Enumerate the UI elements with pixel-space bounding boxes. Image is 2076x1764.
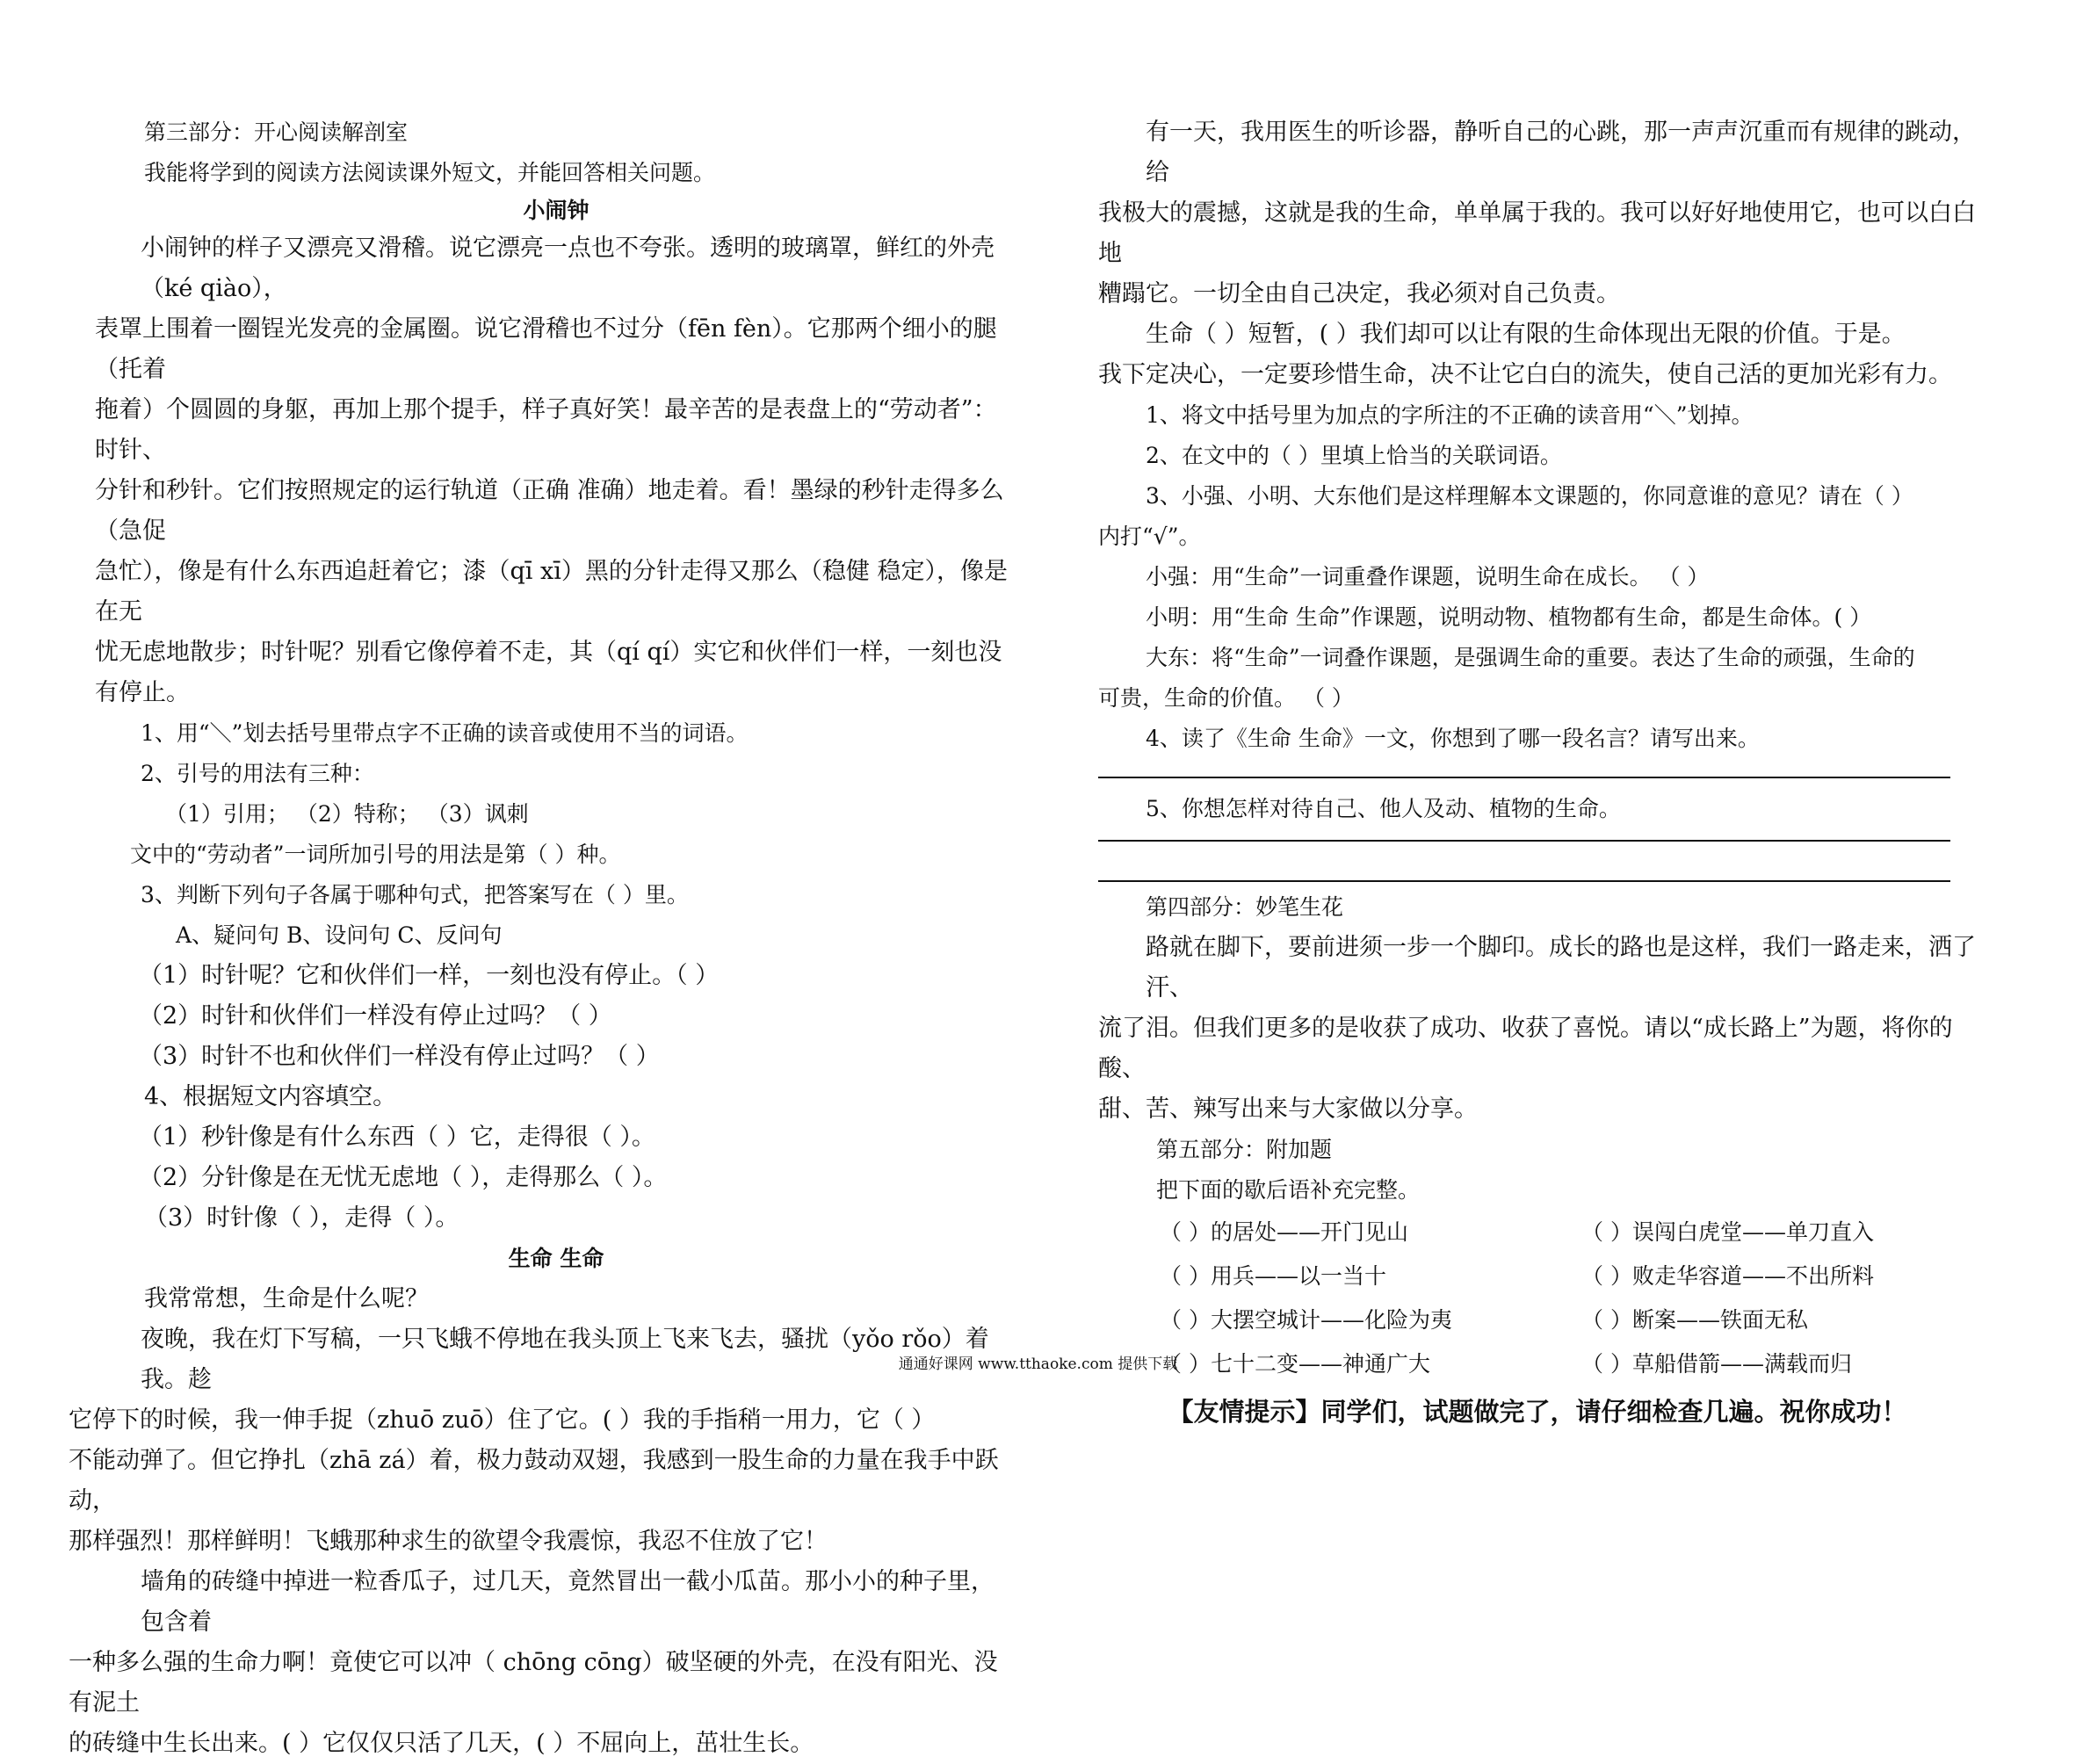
answer-line xyxy=(1098,777,1950,778)
story2-line: 我常常想，生命是什么呢？ xyxy=(144,1285,429,1312)
section3-intro: 我能将学到的阅读方法阅读课外短文，并能回答相关问题。 xyxy=(144,160,716,185)
story2-title: 生命 生命 xyxy=(508,1246,604,1271)
story2-cont-line: 生命（ ）短暂，( ）我们却可以让有限的生命体现出无限的价值。于是。 xyxy=(1146,321,1906,348)
question-2: 2、引号的用法有三种： xyxy=(141,761,374,786)
section4-line: 甜、苦、辣写出来与大家做以分享。 xyxy=(1098,1095,1478,1123)
story1-line: 忧无虑地散步；时针呢？别看它像停着不走，其（qí qí）实它和伙伴们一样，一刻也没有停止。 xyxy=(95,639,1002,706)
story2-line: 的砖缝中生长出来。( ）它仅仅只活了几天，( ）不屈向上，茁壮生长。 xyxy=(69,1730,814,1757)
right-question: 可贵，生命的价值。 （ ） xyxy=(1098,685,1354,711)
question-3-options: A、疑问句 B、设问句 C、反问句 xyxy=(176,922,503,948)
answer-line xyxy=(1098,880,1950,882)
section5-intro: 把下面的歇后语补充完整。 xyxy=(1156,1177,1421,1203)
xiehouyu-item: （ ）大摆空城计——化险为夷 xyxy=(1160,1307,1452,1333)
left-column xyxy=(69,112,1017,1764)
question-2-prompt: 文中的“劳动者”一词所加引号的用法是第（ ）种。 xyxy=(130,842,621,867)
story1-line: 分针和秒针。它们按照规定的运行轨道（正确 准确）地走着。看！墨绿的秒针走得多么（急促 xyxy=(95,477,1004,545)
section4-text xyxy=(1098,928,1977,1130)
friendly-tip: 【友情提示】同学们，试题做完了，请仔细检查几遍。祝你成功！ xyxy=(1168,1397,1907,1427)
xiehouyu-item: （ ）七十二变——神通广大 xyxy=(1160,1351,1430,1377)
story2-line: 它停下的时候，我一伸手捉（zhuō zuō）住了它。( ）我的手指稍一用力，它（ ） xyxy=(69,1406,936,1434)
question-3-item: （1）时针呢？它和伙伴们一样，一刻也没有停止。（ ） xyxy=(139,962,720,989)
story2-continued xyxy=(1098,112,1977,395)
question-4-item: （2）分针像是在无忧无虑地（ ），走得那么（ ）。 xyxy=(139,1164,668,1191)
question-4-item: （3）时针像（ ），走得（ ）。 xyxy=(144,1204,459,1232)
story2-line: 那样强烈！那样鲜明！飞蛾那种求生的欲望令我震惊，我忍不住放了它！ xyxy=(69,1528,828,1555)
story2-line: 墙角的砖缝中掉进一粒香瓜子，过几天，竟然冒出一截小瓜苗。那小小的种子里，包含着 xyxy=(141,1568,995,1636)
xiehouyu-item: （ ）败走华容道——不出所料 xyxy=(1581,1263,1874,1289)
story1-line: 拖着）个圆圆的身躯，再加上那个提手，样子真好笑！最辛苦的是表盘上的“劳动者”：时针、 xyxy=(95,396,997,464)
story1-line: 表罩上围着一圈锃光发亮的金属圈。说它滑稽也不过分（fēn fèn）。它那两个细小的腿（托着 xyxy=(95,315,997,383)
section5-title: 第五部分：附加题 xyxy=(1156,1137,1333,1162)
story2-line: 夜晚，我在灯下写稿，一只飞蛾不停地在我头顶上飞来飞去，骚扰（yǒo rǒo）着我。趁 xyxy=(141,1326,989,1393)
answer-line xyxy=(1098,840,1950,842)
story2-line: 不能动弹了。但它挣扎（zhā zá）着，极力鼓动双翅，我感到一股生命的力量在我手中跃动， xyxy=(69,1447,999,1515)
question-1: 1、用“＼”划去括号里带点字不正确的读音或使用不当的词语。 xyxy=(141,720,749,746)
question-3-item: （3）时针不也和伙伴们一样没有停止过吗？（ ） xyxy=(139,1043,660,1070)
footer-credit: 通通好课网 www.tthaoke.com 提供下载 xyxy=(898,1356,1178,1373)
story1-title: 小闹钟 xyxy=(523,198,590,223)
xiehouyu-item: （ ）误闯白虎堂——单刀直入 xyxy=(1581,1219,1874,1245)
right-question: 2、在文中的（ ）里填上恰当的关联词语。 xyxy=(1146,443,1562,468)
right-question: 小明：用“生命 生命”作课题，说明动物、植物都有生命，都是生命体。( ） xyxy=(1146,604,1872,630)
right-question: 内打“√”。 xyxy=(1098,524,1201,549)
section4-line: 流了泪。但我们更多的是收获了成功、收获了喜悦。请以“成长路上”为题，将你的酸、 xyxy=(1098,1015,1953,1082)
xiehouyu-item: （ ）断案——铁面无私 xyxy=(1581,1307,1808,1333)
right-column xyxy=(1098,112,1977,1437)
story2-cont-line: 我极大的震撼，这就是我的生命，单单属于我的。我可以好好地使用它，也可以白白地 xyxy=(1098,199,1976,267)
right-question: 小强：用“生命”一词重叠作课题，说明生命在成长。 （ ） xyxy=(1146,564,1710,589)
story1-paragraph xyxy=(95,228,1017,713)
xiehouyu-item: （ ）的居处——开门见山 xyxy=(1160,1219,1408,1245)
right-question: 3、小强、小明、大东他们是这样理解本文课题的，你同意谁的意见？请在（ ） xyxy=(1146,483,1913,509)
right-question: 1、将文中括号里为加点的字所注的不正确的读音用“＼”划掉。 xyxy=(1146,402,1754,428)
question-4: 4、根据短文内容填空。 xyxy=(144,1083,397,1110)
question-5: 5、你想怎样对待自己、他人及动、植物的生命。 xyxy=(1146,796,1621,821)
story2-line: 一种多么强的生命力啊！竟使它可以冲（ chōng cōng）破坚硬的外壳，在没有阳光、没有泥土 xyxy=(69,1649,998,1717)
story2-cont-line: 我下定决心，一定要珍惜生命，决不让它白白的流失，使自己活的更加光彩有力。 xyxy=(1098,361,1952,388)
question-4-item: （1）秒针像是有什么东西（ ）它，走得很（ ）。 xyxy=(139,1124,655,1151)
right-question: 4、读了《生命 生命》一文，你想到了哪一段名言？请写出来。 xyxy=(1146,726,1760,751)
story1-line: 小闹钟的样子又漂亮又滑稽。说它漂亮一点也不夸张。透明的玻璃罩，鲜红的外壳（ké qiào）， xyxy=(141,235,995,302)
story2-cont-line: 糟蹋它。一切全由自己决定，我必须对自己负责。 xyxy=(1098,280,1620,307)
story1-line: 急忙），像是有什么东西追赶着它；漆（qī xī）黑的分针走得又那么（稳健 稳定），像是在无 xyxy=(95,558,1008,625)
xiehouyu-item: （ ）草船借箭——满载而归 xyxy=(1581,1351,1852,1377)
question-3: 3、判断下列句子各属于哪种句式，把答案写在（ ）里。 xyxy=(141,882,689,907)
xiehouyu-item: （ ）用兵——以一当十 xyxy=(1160,1263,1386,1289)
right-question: 大东：将“生命”一词叠作课题，是强调生命的重要。表达了生命的顽强，生命的 xyxy=(1146,645,1915,670)
question-2-options: （1）引用； （2）特称； （3）讽刺 xyxy=(165,801,529,827)
section4-line: 路就在脚下，要前进须一步一个脚印。成长的路也是这样，我们一路走来，洒了汗、 xyxy=(1146,934,1976,1001)
question-3-item: （2）时针和伙伴们一样没有停止过吗？（ ） xyxy=(139,1002,612,1030)
story2-cont-line: 有一天，我用医生的听诊器，静听自己的心跳，那一声声沉重而有规律的跳动，给 xyxy=(1146,119,1976,186)
section4-title: 第四部分：妙笔生花 xyxy=(1146,894,1344,920)
section3-title: 第三部分：开心阅读解剖室 xyxy=(144,119,409,145)
